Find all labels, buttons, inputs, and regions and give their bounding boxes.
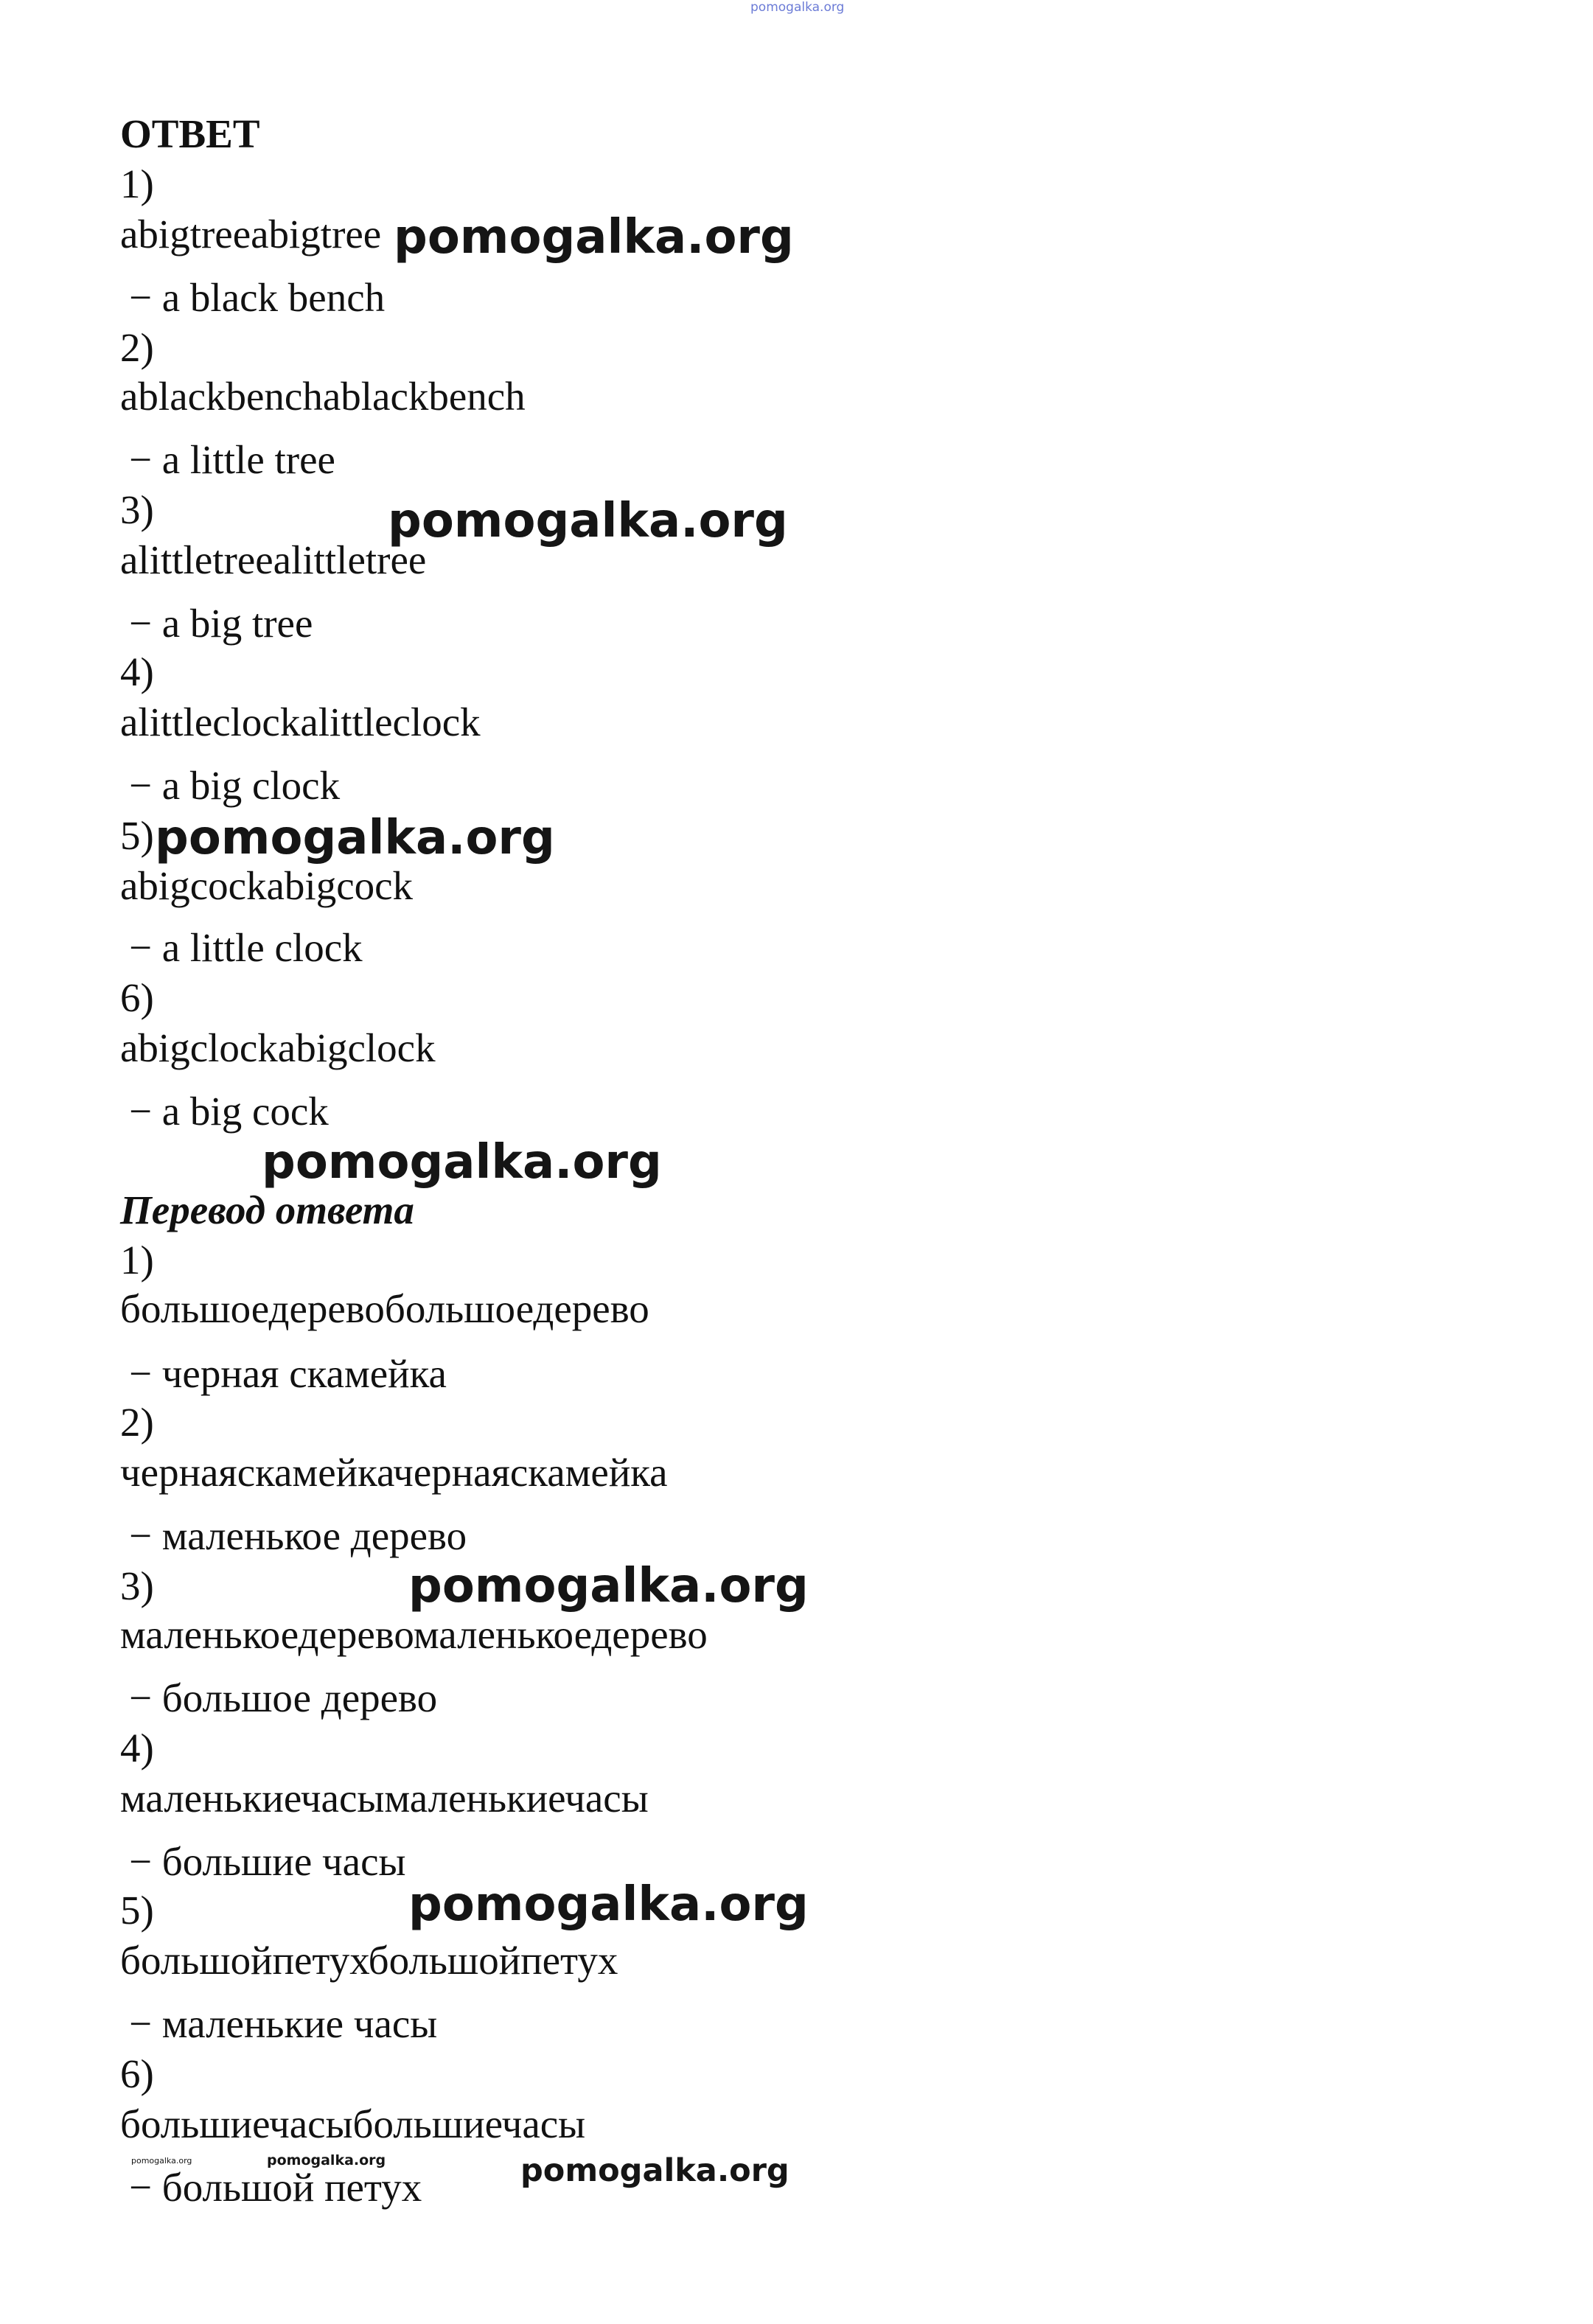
translation-line: большиечасыбольшиечасы	[120, 2101, 586, 2146]
watermark: pomogalka.org	[388, 494, 788, 548]
translation-line: 5)	[120, 1888, 154, 1933]
watermark-top: pomogalka.org	[750, 0, 845, 15]
translation-line: 3)	[120, 1563, 154, 1608]
translation-line: − большой петух	[129, 2165, 422, 2210]
translation-line: маленькиечасымаленькиечасы	[120, 1776, 649, 1821]
answer-line: abigclockabigclock	[120, 1025, 436, 1070]
watermark: pomogalka.org	[408, 1877, 809, 1932]
answer-line: 1)	[120, 161, 154, 206]
translation-line: большойпетухбольшойпетух	[120, 1938, 618, 1983]
answer-line: 5)	[120, 813, 154, 858]
watermark: pomogalka.org	[394, 210, 794, 265]
watermark: pomogalka.org	[408, 1559, 809, 1613]
translation-title: Перевод ответа	[120, 1187, 414, 1232]
answer-line: 3)	[120, 487, 154, 532]
answer-line: − a black bench	[129, 275, 386, 320]
translation-line: 1)	[120, 1238, 154, 1283]
answer-line: 4)	[120, 649, 154, 694]
answer-line: abigtreeabigtree	[120, 212, 382, 257]
watermark: pomogalka.org	[131, 2156, 192, 2166]
answer-line: − a big clock	[129, 763, 341, 808]
translation-line: 6)	[120, 2051, 154, 2096]
translation-line: 2)	[120, 1400, 154, 1445]
answer-line: 6)	[120, 975, 154, 1020]
translation-line: маленькоедеревомаленькоедерево	[120, 1612, 708, 1657]
translation-line: − большое дерево	[129, 1675, 438, 1720]
translation-line: − большие часы	[129, 1839, 406, 1884]
translation-line: большоедеревобольшоедерево	[120, 1286, 649, 1331]
answer-title: ОТВЕТ	[120, 111, 260, 156]
translation-line: чернаяскамейкачернаяскамейка	[120, 1450, 668, 1495]
watermark: pomogalka.org	[262, 1135, 662, 1190]
translation-line: − маленькие часы	[129, 2001, 438, 2046]
answer-line: − a little clock	[129, 925, 363, 970]
watermark: pomogalka.org	[155, 811, 555, 865]
answer-line: 2)	[120, 325, 154, 370]
answer-line: − a little tree	[129, 437, 335, 482]
answer-line: abigcockabigcock	[120, 863, 414, 908]
answer-line: alittleclockalittleclock	[120, 699, 481, 744]
answer-line: − a big tree	[129, 601, 313, 646]
answer-line: alittletreealittletree	[120, 537, 427, 582]
answer-line: − a big cock	[129, 1089, 329, 1134]
translation-line: − маленькое дерево	[129, 1513, 467, 1558]
translation-line: 4)	[120, 1725, 154, 1770]
translation-line: − черная скамейка	[129, 1351, 447, 1396]
watermark: pomogalka.org	[520, 2152, 789, 2189]
watermark: pomogalka.org	[267, 2152, 386, 2168]
answer-line: ablackbenchablackbench	[120, 374, 526, 419]
